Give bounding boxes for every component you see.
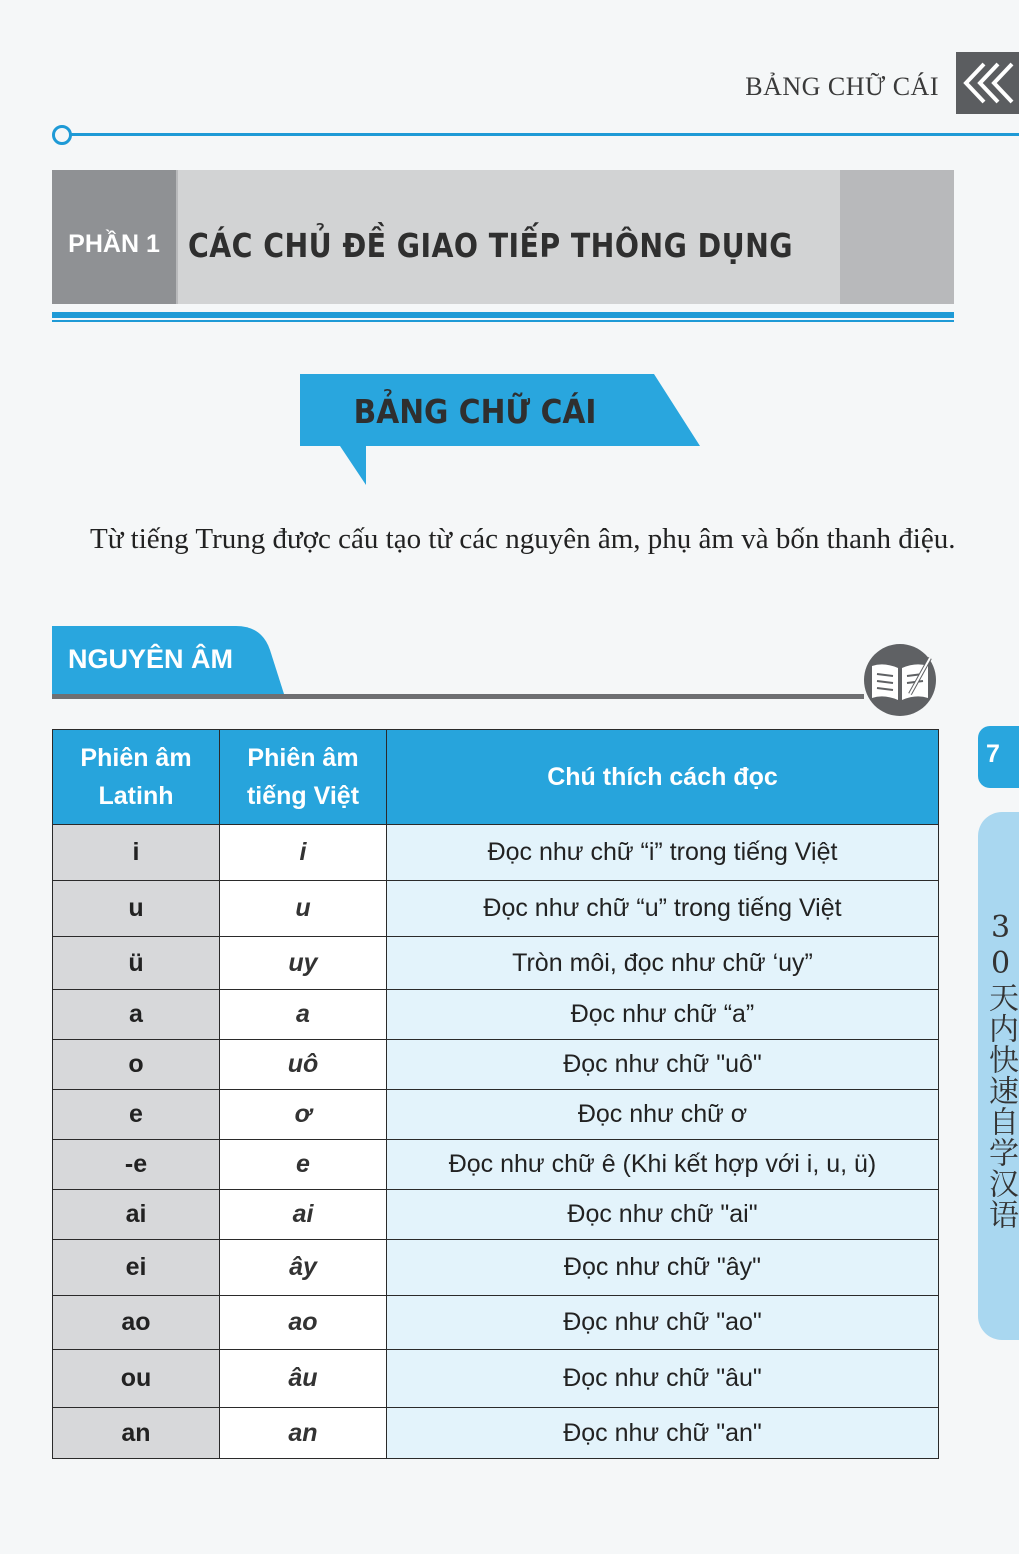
note-cell: Đọc như chữ "âu"	[387, 1350, 939, 1408]
latin-cell: i	[53, 825, 220, 881]
latin-cell: e	[53, 1090, 220, 1140]
vietnamese-cell: ây	[220, 1240, 387, 1296]
table-row	[53, 825, 939, 881]
latin-cell: ai	[53, 1190, 220, 1240]
vietnamese-cell: i	[220, 825, 387, 881]
table-row	[53, 1350, 939, 1408]
note-cell: Đọc như chữ "ai"	[387, 1190, 939, 1240]
column-header-note: Chú thích cách đọc	[387, 730, 939, 825]
vietnamese-cell: a	[220, 990, 387, 1040]
ribbon-title: BẢNG CHỮ CÁI	[353, 392, 597, 431]
section-title: NGUYÊN ÂM	[68, 644, 234, 674]
table-row	[53, 1040, 939, 1090]
vietnamese-cell: e	[220, 1140, 387, 1190]
vietnamese-cell: ao	[220, 1296, 387, 1350]
note-cell: Đọc như chữ ê (Khi kết hợp với i, u, ü)	[387, 1140, 939, 1190]
latin-cell: a	[53, 990, 220, 1040]
part-title: CÁC CHỦ ĐỀ GIAO TIẾP THÔNG DỤNG	[188, 226, 794, 265]
note-cell: Tròn môi, đọc như chữ ‘uy”	[387, 937, 939, 990]
table-row	[53, 1090, 939, 1140]
vietnamese-cell: uô	[220, 1040, 387, 1090]
vowel-table	[52, 729, 939, 1459]
table-row	[53, 881, 939, 937]
latin-cell: an	[53, 1408, 220, 1459]
latin-cell: o	[53, 1040, 220, 1090]
note-cell: Đọc như chữ “u” trong tiếng Việt	[387, 881, 939, 937]
latin-cell: u	[53, 881, 220, 937]
latin-cell: ao	[53, 1296, 220, 1350]
latin-cell: -e	[53, 1140, 220, 1190]
open-book-icon	[862, 642, 938, 718]
table-row	[53, 1408, 939, 1459]
page-number: 7	[986, 740, 1000, 768]
vietnamese-cell: ai	[220, 1190, 387, 1240]
note-cell: Đọc như chữ "ao"	[387, 1296, 939, 1350]
latin-cell: ü	[53, 937, 220, 990]
intro-paragraph: Từ tiếng Trung được cấu tạo từ các nguyên âm, phụ âm và bốn thanh điệu.	[90, 523, 956, 555]
column-header-latin: Phiên âm Latinh	[53, 730, 220, 825]
note-cell: Đọc như chữ "an"	[387, 1408, 939, 1459]
vietnamese-cell: an	[220, 1408, 387, 1459]
note-cell: Đọc như chữ "uô"	[387, 1040, 939, 1090]
section-tab	[0, 0, 1019, 720]
note-cell: Đọc như chữ “i” trong tiếng Việt	[387, 825, 939, 881]
side-book-title: 30天内快速自学汉语	[983, 910, 1018, 1230]
latin-cell: ou	[53, 1350, 220, 1408]
table-header-row	[53, 730, 939, 825]
note-cell: Đọc như chữ “a”	[387, 990, 939, 1040]
note-cell: Đọc như chữ "ây"	[387, 1240, 939, 1296]
table-row	[53, 990, 939, 1040]
part-label: PHẦN 1	[68, 230, 160, 258]
column-header-vietnamese: Phiên âm tiếng Việt	[220, 730, 387, 825]
latin-cell: ei	[53, 1240, 220, 1296]
vietnamese-cell: ơ	[220, 1090, 387, 1140]
vietnamese-cell: u	[220, 881, 387, 937]
table-row	[53, 1140, 939, 1190]
vietnamese-cell: âu	[220, 1350, 387, 1408]
vietnamese-cell: uy	[220, 937, 387, 990]
table-row	[53, 1296, 939, 1350]
table-row	[53, 1190, 939, 1240]
table-row	[53, 1240, 939, 1296]
running-title: BẢNG CHỮ CÁI	[745, 72, 939, 101]
table-row	[53, 937, 939, 990]
section-rule	[52, 694, 864, 699]
note-cell: Đọc như chữ ơ	[387, 1090, 939, 1140]
